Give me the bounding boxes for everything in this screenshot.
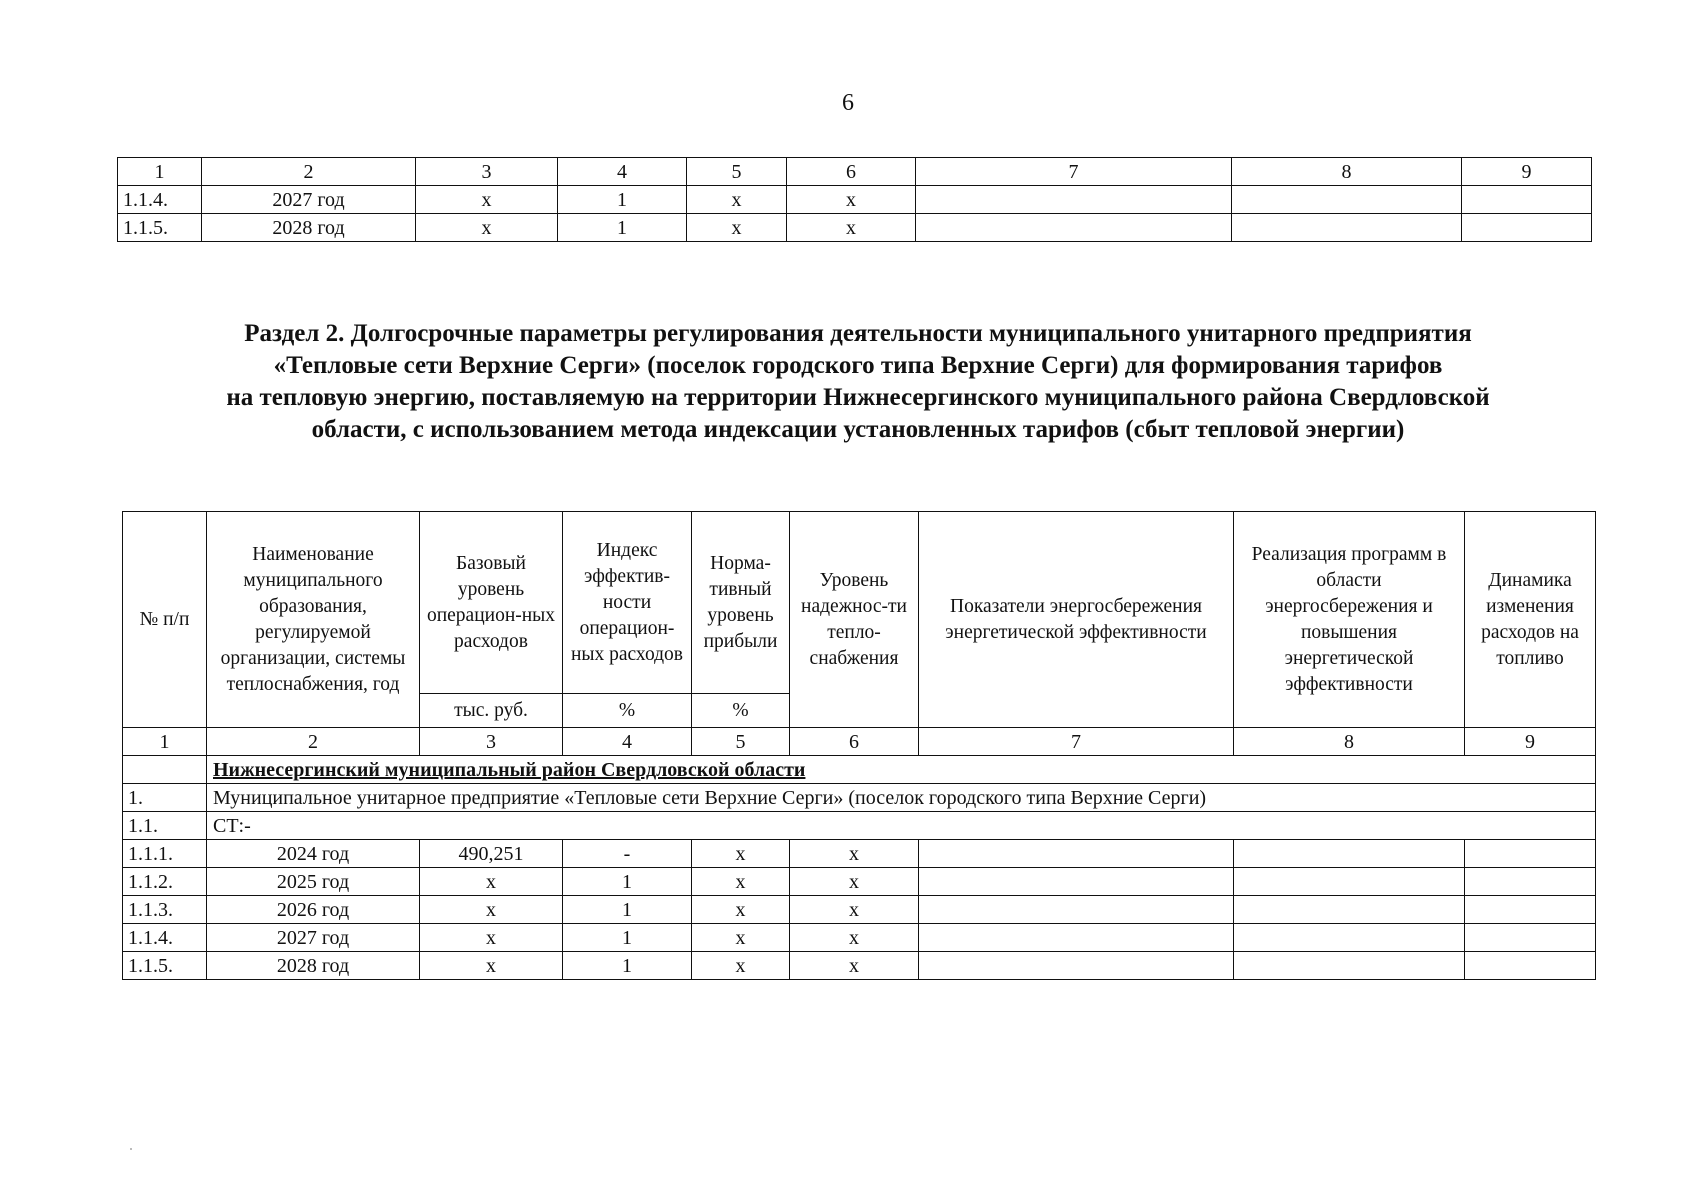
table-cell xyxy=(916,214,1232,242)
unit-percent: % xyxy=(692,694,790,728)
table-cell xyxy=(919,952,1234,980)
continuation-table-body xyxy=(118,158,1592,242)
table-cell: - xyxy=(563,840,692,868)
table-cell xyxy=(1465,840,1596,868)
enterprise-row xyxy=(123,784,1596,812)
column-number: 7 xyxy=(916,158,1232,186)
column-number: 2 xyxy=(207,728,420,756)
table-cell: х xyxy=(692,896,790,924)
header-row xyxy=(123,512,1596,694)
table-cell: 1 xyxy=(563,924,692,952)
table-cell: 2027 год xyxy=(207,924,420,952)
scan-speck xyxy=(130,1148,132,1150)
table-cell: х xyxy=(416,214,558,242)
section-title-line: области, с использованием метода индексации установленных тарифов (сбыт тепловой энергии) xyxy=(311,416,1405,443)
table-cell xyxy=(1234,952,1465,980)
table-cell xyxy=(919,924,1234,952)
table-cell: 1 xyxy=(563,896,692,924)
column-number: 3 xyxy=(416,158,558,186)
table-cell: 2026 год xyxy=(207,896,420,924)
table-cell xyxy=(919,868,1234,896)
page-number: 6 xyxy=(842,90,854,116)
table-row xyxy=(123,896,1596,924)
district-number-cell xyxy=(123,756,207,784)
table-cell: х xyxy=(416,186,558,214)
unit-thousand-rub: тыс. руб. xyxy=(420,694,563,728)
header-number: № п/п xyxy=(123,512,207,728)
table-cell xyxy=(1234,896,1465,924)
header-energy-programs: Реализация программ в области энергосбережения и повышения энергетической эффективности xyxy=(1234,512,1465,728)
header-efficiency-index: Индекс эффектив-ности операцион-ных расходов xyxy=(563,512,692,694)
system-name: СТ:- xyxy=(207,812,1596,840)
section-title xyxy=(120,318,1596,446)
table-cell xyxy=(919,840,1234,868)
unit-percent: % xyxy=(563,694,692,728)
column-number: 5 xyxy=(687,158,787,186)
header-reliability: Уровень надежнос-ти тепло-снабжения xyxy=(790,512,919,728)
system-row xyxy=(123,812,1596,840)
column-number: 1 xyxy=(118,158,202,186)
table-cell: х xyxy=(692,924,790,952)
column-number: 5 xyxy=(692,728,790,756)
table-cell: 2028 год xyxy=(207,952,420,980)
column-number-row xyxy=(123,728,1596,756)
table-cell: х xyxy=(687,186,787,214)
column-number: 8 xyxy=(1232,158,1462,186)
table-cell: 2025 год xyxy=(207,868,420,896)
table-cell: х xyxy=(787,214,916,242)
section-title-line: Раздел 2. Долгосрочные параметры регулирования деятельности муниципального унитарного предприятия xyxy=(244,320,1472,347)
column-number: 4 xyxy=(558,158,687,186)
district-name: Нижнесергинский муниципальный район Свердловской области xyxy=(213,758,806,781)
header-fuel-dynamics: Динамика изменения расходов на топливо xyxy=(1465,512,1596,728)
table-cell xyxy=(919,896,1234,924)
column-number: 9 xyxy=(1462,158,1592,186)
table-cell: х xyxy=(420,896,563,924)
column-number-row xyxy=(118,158,1592,186)
column-numbers xyxy=(123,728,1596,756)
table-cell xyxy=(1462,186,1592,214)
column-number: 7 xyxy=(919,728,1234,756)
table-cell: х xyxy=(790,896,919,924)
table-cell: 1 xyxy=(558,214,687,242)
header-name: Наименование муниципального образования, регулируемой организации, системы теплоснабжения, год xyxy=(207,512,420,728)
column-number: 6 xyxy=(790,728,919,756)
table-cell: 1 xyxy=(563,868,692,896)
column-number: 4 xyxy=(563,728,692,756)
table-cell: 1.1.1. xyxy=(123,840,207,868)
table-cell xyxy=(1234,840,1465,868)
header-energy-indicators: Показатели энергосбережения энергетической эффективности xyxy=(919,512,1234,728)
header-profit-level: Норма-тивный уровень прибыли xyxy=(692,512,790,694)
table-cell: х xyxy=(790,924,919,952)
table-cell xyxy=(1234,868,1465,896)
table-cell: х xyxy=(787,186,916,214)
table-cell xyxy=(1465,924,1596,952)
row-number: 1. xyxy=(123,784,207,812)
column-number: 8 xyxy=(1234,728,1465,756)
table-cell xyxy=(1232,186,1462,214)
table-cell: х xyxy=(687,214,787,242)
table-row xyxy=(123,924,1596,952)
table-cell: 1.1.3. xyxy=(123,896,207,924)
table-cell: 1 xyxy=(563,952,692,980)
table-cell: х xyxy=(790,840,919,868)
table-cell: х xyxy=(420,952,563,980)
enterprise-name: Муниципальное унитарное предприятие «Тепловые сети Верхние Серги» (поселок городского типа Верхние Серги) xyxy=(207,784,1596,812)
table-cell: 1.1.4. xyxy=(123,924,207,952)
table-cell xyxy=(1465,952,1596,980)
table-cell: 2028 год xyxy=(202,214,416,242)
table-cell xyxy=(916,186,1232,214)
section-title-line: «Тепловые сети Верхние Серги» (поселок городского типа Верхние Серги) для формирования тарифов xyxy=(273,352,1443,379)
table-cell: 490,251 xyxy=(420,840,563,868)
table-cell: 2024 год xyxy=(207,840,420,868)
table-cell: 1.1.5. xyxy=(118,214,202,242)
column-number: 1 xyxy=(123,728,207,756)
table-row xyxy=(118,214,1592,242)
row-number: 1.1. xyxy=(123,812,207,840)
table-row xyxy=(123,952,1596,980)
column-number: 3 xyxy=(420,728,563,756)
table-cell xyxy=(1462,214,1592,242)
table-cell xyxy=(1465,868,1596,896)
table-cell: х xyxy=(692,840,790,868)
table-row xyxy=(123,840,1596,868)
district-row xyxy=(123,756,1596,784)
section-title-line: на тепловую энергию, поставляемую на территории Нижнесергинского муниципального района Свердловской xyxy=(226,384,1490,411)
continuation-table xyxy=(117,157,1592,242)
table-cell: х xyxy=(790,952,919,980)
table-cell: х xyxy=(790,868,919,896)
column-number: 9 xyxy=(1465,728,1596,756)
table-cell: 1.1.4. xyxy=(118,186,202,214)
table-cell: х xyxy=(420,868,563,896)
table-cell: х xyxy=(692,868,790,896)
table-cell: х xyxy=(692,952,790,980)
table-cell: 2027 год xyxy=(202,186,416,214)
table-row xyxy=(118,186,1592,214)
table-cell: 1.1.5. xyxy=(123,952,207,980)
table-cell xyxy=(1232,214,1462,242)
table-cell: 1.1.2. xyxy=(123,868,207,896)
column-number: 6 xyxy=(787,158,916,186)
table-row xyxy=(123,868,1596,896)
table-cell: х xyxy=(420,924,563,952)
parameters-table-body xyxy=(123,840,1596,980)
table-cell xyxy=(1465,896,1596,924)
table-cell: 1 xyxy=(558,186,687,214)
table-cell xyxy=(1234,924,1465,952)
parameters-table xyxy=(122,511,1596,980)
header-base-costs: Базовый уровень операцион-ных расходов xyxy=(420,512,563,694)
column-number: 2 xyxy=(202,158,416,186)
